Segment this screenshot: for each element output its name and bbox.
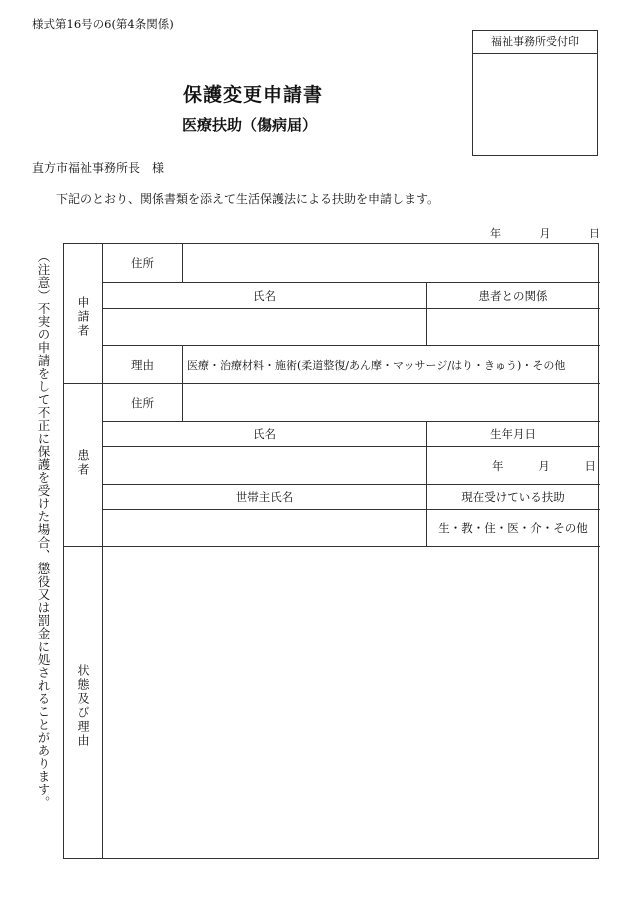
- date-year-label: 年: [490, 227, 501, 240]
- birth-month-label: 月: [538, 458, 550, 473]
- applicant-address-label: 住所: [131, 256, 154, 270]
- reception-stamp-label: 福祉事務所受付印: [473, 31, 597, 54]
- householder-name-field[interactable]: [103, 510, 426, 546]
- applicant-name-field[interactable]: [103, 309, 426, 345]
- condition-reason-field[interactable]: [103, 547, 598, 858]
- form-id: 様式第16号の6(第4条関係): [32, 17, 174, 31]
- application-date[interactable]: [490, 225, 600, 241]
- page-title: 保護変更申請書: [183, 84, 324, 106]
- applicant-relation-field[interactable]: [427, 309, 599, 345]
- patient-address-label: 住所: [131, 395, 154, 410]
- applicant-relation-label: 患者との関係: [478, 288, 548, 303]
- householder-name-label: 世帯主氏名: [235, 490, 294, 504]
- patient-birth-date-field[interactable]: [492, 447, 598, 484]
- applicant-reason-options[interactable]: 医療・治療材料・施術(柔道整復/あん摩・マッサージ/はり・きゅう)・その他: [187, 358, 566, 372]
- birth-year-label: 年: [492, 458, 504, 473]
- birth-day-label: 日: [584, 458, 596, 473]
- applicant-address-field[interactable]: [183, 244, 598, 282]
- date-month-label: 月: [539, 227, 551, 240]
- patient-name-field[interactable]: [103, 447, 426, 484]
- warning-notice: （注意）不実の申請をして不正に保護を受けた場合、懲役又は罰金に処されることがあります。: [36, 250, 51, 809]
- current-aid-options[interactable]: 生・教・住・医・介・その他: [438, 521, 588, 535]
- patient-birth-label: 生年月日: [490, 427, 536, 441]
- date-day-label: 日: [589, 227, 600, 240]
- reception-stamp-box: [472, 30, 598, 156]
- condition-section-label: 状態及び理由: [76, 664, 90, 748]
- intro-text: 下記のとおり、関係書類を添えて生活保護法による扶助を申請します。: [56, 192, 440, 206]
- patient-address-field[interactable]: [183, 384, 598, 421]
- page-subtitle: 医療扶助（傷病届）: [182, 116, 318, 134]
- applicant-reason-label: 理由: [131, 357, 154, 372]
- addressee: 直方市福祉事務所長 様: [32, 161, 165, 175]
- patient-section-label: 患者: [76, 449, 90, 477]
- patient-name-label: 氏名: [253, 427, 276, 441]
- current-aid-label: 現在受けている扶助: [461, 490, 565, 504]
- applicant-section-label: 申請者: [76, 296, 90, 338]
- application-form-table: [63, 243, 599, 859]
- applicant-name-label: 氏名: [253, 288, 276, 303]
